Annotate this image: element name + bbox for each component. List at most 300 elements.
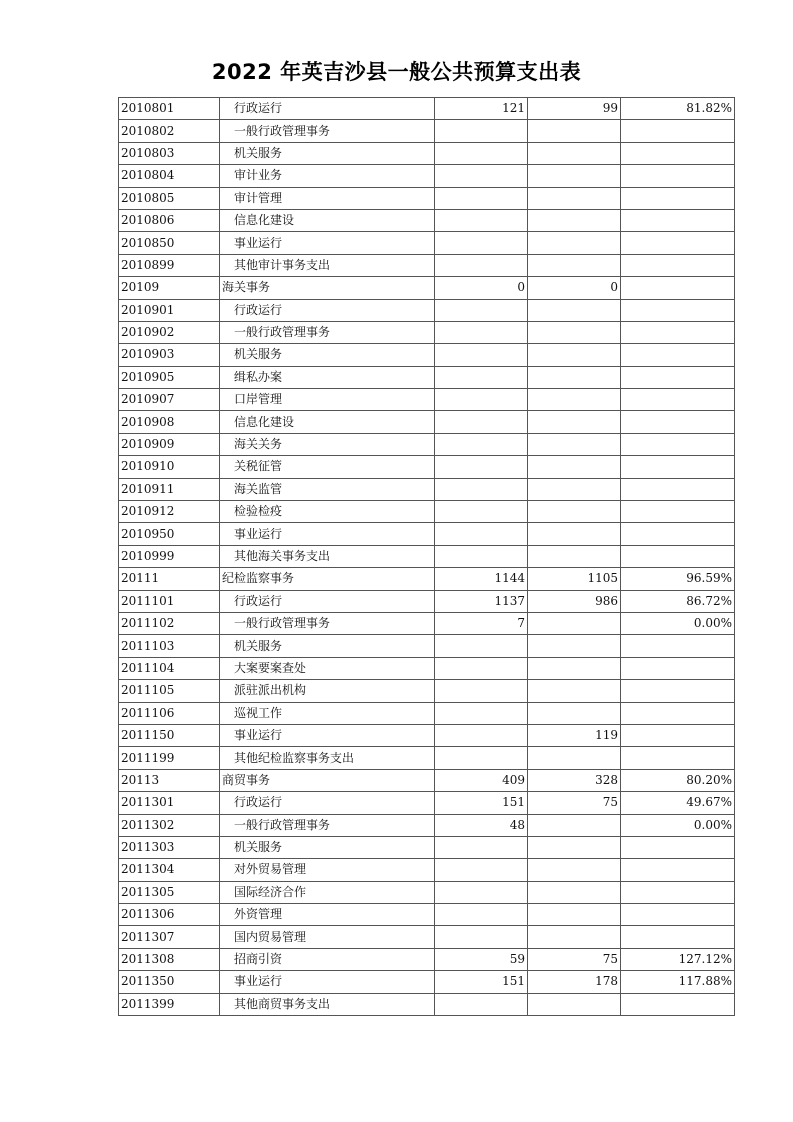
cell-name — [220, 747, 435, 769]
cell-code — [119, 501, 220, 523]
cell-budget-text: 151 — [502, 795, 525, 810]
cell-name-text: 信息化建设 — [234, 213, 295, 228]
cell-actual — [528, 724, 621, 746]
cell-name — [220, 993, 435, 1015]
cell-actual — [528, 836, 621, 858]
cell-code — [119, 321, 220, 343]
cell-name-text: 行政运行 — [234, 302, 283, 317]
cell-budget-text: 0 — [517, 280, 525, 295]
cell-budget-text: 1137 — [494, 593, 525, 608]
cell-name — [220, 456, 435, 478]
cell-name — [220, 299, 435, 321]
table-row — [119, 680, 735, 702]
cell-actual — [528, 366, 621, 388]
cell-name-text: 商贸事务 — [222, 772, 271, 787]
cell-name — [220, 724, 435, 746]
table-row — [119, 836, 735, 858]
cell-actual — [528, 904, 621, 926]
cell-name-text: 巡视工作 — [234, 705, 283, 720]
cell-code-text: 2011150 — [121, 728, 175, 743]
cell-name — [220, 814, 435, 836]
table-row — [119, 232, 735, 254]
cell-actual — [528, 456, 621, 478]
cell-percent — [621, 859, 735, 881]
cell-code-text: 2010806 — [121, 213, 175, 228]
table-row — [119, 165, 735, 187]
cell-code — [119, 523, 220, 545]
cell-name-text: 机关服务 — [234, 347, 283, 362]
cell-percent — [621, 433, 735, 455]
cell-name — [220, 545, 435, 567]
cell-name — [220, 657, 435, 679]
cell-actual — [528, 792, 621, 814]
cell-name-text: 审计业务 — [234, 168, 283, 183]
table-row — [119, 545, 735, 567]
cell-budget — [435, 501, 528, 523]
cell-budget — [435, 187, 528, 209]
cell-code — [119, 209, 220, 231]
cell-name-text: 海关事务 — [222, 280, 271, 295]
cell-code-text: 2011301 — [121, 795, 175, 810]
cell-name — [220, 98, 435, 120]
cell-code-text: 2010805 — [121, 190, 175, 205]
cell-actual — [528, 232, 621, 254]
cell-name — [220, 366, 435, 388]
cell-name — [220, 971, 435, 993]
cell-code — [119, 680, 220, 702]
cell-code — [119, 792, 220, 814]
cell-budget-text: 1144 — [494, 571, 525, 586]
cell-percent — [621, 165, 735, 187]
table-row — [119, 881, 735, 903]
table-row — [119, 702, 735, 724]
cell-name-text: 一般行政管理事务 — [234, 123, 331, 138]
table-row — [119, 904, 735, 926]
cell-actual — [528, 389, 621, 411]
cell-code-text: 2010908 — [121, 414, 175, 429]
cell-name — [220, 187, 435, 209]
cell-actual — [528, 814, 621, 836]
cell-budget — [435, 971, 528, 993]
cell-percent — [621, 747, 735, 769]
cell-code — [119, 881, 220, 903]
cell-code-text: 2010902 — [121, 325, 175, 340]
cell-name-text: 事业运行 — [234, 235, 283, 250]
cell-code — [119, 635, 220, 657]
cell-name-text: 海关关务 — [234, 437, 283, 452]
cell-code-text: 20113 — [121, 772, 160, 787]
cell-code — [119, 904, 220, 926]
cell-code-text: 2010901 — [121, 302, 175, 317]
cell-code-text: 2010907 — [121, 392, 175, 407]
cell-code — [119, 187, 220, 209]
cell-actual — [528, 411, 621, 433]
table-row — [119, 98, 735, 120]
cell-percent — [621, 277, 735, 299]
table-row — [119, 209, 735, 231]
cell-budget-text: 121 — [502, 101, 525, 116]
cell-percent-text: 0.00% — [693, 817, 732, 832]
cell-name — [220, 344, 435, 366]
table-row — [119, 321, 735, 343]
cell-actual — [528, 881, 621, 903]
cell-budget — [435, 747, 528, 769]
cell-name — [220, 881, 435, 903]
cell-budget — [435, 411, 528, 433]
cell-code — [119, 993, 220, 1015]
cell-name — [220, 612, 435, 634]
cell-budget — [435, 948, 528, 970]
cell-percent — [621, 836, 735, 858]
cell-percent — [621, 299, 735, 321]
table-row — [119, 366, 735, 388]
cell-name-text: 外资管理 — [234, 907, 283, 922]
cell-code — [119, 545, 220, 567]
cell-percent-text: 86.72% — [686, 593, 732, 608]
cell-name — [220, 321, 435, 343]
table-row — [119, 971, 735, 993]
cell-percent — [621, 187, 735, 209]
cell-actual — [528, 590, 621, 612]
cell-code — [119, 769, 220, 791]
cell-name — [220, 254, 435, 276]
cell-name-text: 行政运行 — [234, 795, 283, 810]
cell-code — [119, 478, 220, 500]
cell-percent — [621, 545, 735, 567]
cell-percent — [621, 926, 735, 948]
cell-budget — [435, 926, 528, 948]
table-row — [119, 120, 735, 142]
cell-actual — [528, 209, 621, 231]
cell-percent-text: 80.20% — [686, 772, 732, 787]
cell-name — [220, 904, 435, 926]
cell-name — [220, 277, 435, 299]
cell-budget — [435, 389, 528, 411]
cell-percent — [621, 411, 735, 433]
cell-actual — [528, 926, 621, 948]
cell-budget — [435, 523, 528, 545]
cell-code-text: 2011307 — [121, 929, 175, 944]
table-row — [119, 747, 735, 769]
cell-code — [119, 411, 220, 433]
cell-percent — [621, 590, 735, 612]
cell-actual — [528, 747, 621, 769]
cell-name-text: 其他商贸事务支出 — [234, 996, 331, 1011]
cell-code-text: 2010802 — [121, 123, 175, 138]
cell-percent — [621, 971, 735, 993]
cell-budget — [435, 478, 528, 500]
cell-percent — [621, 456, 735, 478]
cell-percent — [621, 657, 735, 679]
cell-budget — [435, 769, 528, 791]
cell-code — [119, 836, 220, 858]
cell-actual-text: 1105 — [587, 571, 618, 586]
cell-actual — [528, 635, 621, 657]
cell-actual — [528, 433, 621, 455]
cell-budget — [435, 590, 528, 612]
cell-percent — [621, 993, 735, 1015]
cell-code — [119, 389, 220, 411]
cell-name-text: 机关服务 — [234, 840, 283, 855]
cell-name — [220, 523, 435, 545]
cell-percent — [621, 98, 735, 120]
table-row — [119, 254, 735, 276]
table-row — [119, 344, 735, 366]
cell-code — [119, 747, 220, 769]
table-row — [119, 299, 735, 321]
cell-budget — [435, 635, 528, 657]
cell-actual — [528, 165, 621, 187]
cell-code — [119, 926, 220, 948]
cell-name-text: 行政运行 — [234, 593, 283, 608]
cell-code-text: 2011103 — [121, 638, 175, 653]
cell-actual — [528, 612, 621, 634]
cell-budget — [435, 545, 528, 567]
cell-actual — [528, 120, 621, 142]
cell-name — [220, 411, 435, 433]
cell-actual — [528, 769, 621, 791]
cell-name — [220, 232, 435, 254]
cell-name-text: 事业运行 — [234, 974, 283, 989]
cell-actual-text: 986 — [595, 593, 618, 608]
cell-name-text: 信息化建设 — [234, 414, 295, 429]
cell-actual-text: 99 — [602, 101, 618, 116]
cell-budget — [435, 792, 528, 814]
table-row — [119, 523, 735, 545]
table-row — [119, 411, 735, 433]
cell-actual — [528, 523, 621, 545]
cell-percent — [621, 612, 735, 634]
cell-percent — [621, 948, 735, 970]
cell-name-text: 一般行政管理事务 — [234, 817, 331, 832]
cell-name — [220, 120, 435, 142]
cell-code — [119, 142, 220, 164]
cell-name — [220, 635, 435, 657]
cell-code — [119, 366, 220, 388]
table-row — [119, 724, 735, 746]
cell-name — [220, 142, 435, 164]
cell-budget — [435, 321, 528, 343]
cell-actual — [528, 299, 621, 321]
cell-code — [119, 232, 220, 254]
cell-name — [220, 680, 435, 702]
cell-budget-text: 151 — [502, 974, 525, 989]
cell-actual-text: 0 — [610, 280, 618, 295]
cell-code-text: 2010804 — [121, 168, 175, 183]
cell-name-text: 国际经济合作 — [234, 884, 307, 899]
table-row — [119, 635, 735, 657]
cell-budget — [435, 209, 528, 231]
table-row — [119, 389, 735, 411]
cell-code-text: 2010912 — [121, 504, 175, 519]
cell-percent — [621, 814, 735, 836]
cell-name-text: 机关服务 — [234, 145, 283, 160]
cell-name-text: 口岸管理 — [234, 392, 283, 407]
cell-percent — [621, 232, 735, 254]
table-row — [119, 948, 735, 970]
cell-name-text: 行政运行 — [234, 101, 283, 116]
cell-code-text: 2010911 — [121, 481, 175, 496]
cell-budget — [435, 881, 528, 903]
cell-name — [220, 948, 435, 970]
cell-budget — [435, 456, 528, 478]
cell-budget — [435, 165, 528, 187]
cell-code — [119, 590, 220, 612]
cell-percent — [621, 321, 735, 343]
cell-percent — [621, 724, 735, 746]
cell-code — [119, 433, 220, 455]
cell-percent — [621, 389, 735, 411]
cell-code — [119, 814, 220, 836]
table-row — [119, 590, 735, 612]
cell-budget — [435, 120, 528, 142]
table-row — [119, 792, 735, 814]
cell-code-text: 2010999 — [121, 549, 175, 563]
cell-actual — [528, 993, 621, 1015]
cell-name-text: 事业运行 — [234, 728, 283, 743]
cell-percent — [621, 881, 735, 903]
cell-code — [119, 859, 220, 881]
cell-code-text: 2011302 — [121, 817, 175, 832]
cell-name — [220, 769, 435, 791]
cell-percent-text: 117.88% — [678, 974, 732, 989]
cell-budget — [435, 142, 528, 164]
table-row — [119, 568, 735, 590]
cell-budget — [435, 612, 528, 634]
cell-budget-text: 409 — [502, 772, 525, 787]
cell-code-text: 2011106 — [121, 705, 175, 720]
cell-budget — [435, 366, 528, 388]
cell-name-text: 其他海关事务支出 — [234, 549, 331, 563]
cell-percent — [621, 344, 735, 366]
cell-name — [220, 836, 435, 858]
cell-percent — [621, 120, 735, 142]
cell-budget — [435, 993, 528, 1015]
cell-percent — [621, 209, 735, 231]
cell-actual-text: 119 — [595, 728, 618, 743]
cell-name — [220, 859, 435, 881]
cell-percent — [621, 501, 735, 523]
cell-budget — [435, 433, 528, 455]
cell-name-text: 缉私办案 — [234, 369, 283, 384]
table-row — [119, 501, 735, 523]
cell-budget — [435, 680, 528, 702]
cell-percent — [621, 568, 735, 590]
cell-budget — [435, 702, 528, 724]
cell-budget — [435, 859, 528, 881]
cell-percent-text: 81.82% — [686, 101, 732, 116]
cell-code — [119, 568, 220, 590]
cell-name — [220, 926, 435, 948]
cell-budget — [435, 724, 528, 746]
cell-name — [220, 389, 435, 411]
cell-actual-text: 75 — [602, 795, 618, 810]
cell-actual — [528, 98, 621, 120]
cell-code-text: 2011101 — [121, 593, 175, 608]
cell-name — [220, 568, 435, 590]
cell-code — [119, 277, 220, 299]
cell-code — [119, 344, 220, 366]
cell-percent — [621, 635, 735, 657]
cell-percent-text: 96.59% — [686, 571, 732, 586]
cell-percent-text: 49.67% — [686, 795, 732, 810]
cell-name-text: 大案要案查处 — [234, 660, 307, 675]
cell-actual — [528, 321, 621, 343]
cell-code-text: 2010903 — [121, 347, 175, 362]
cell-code-text: 2010950 — [121, 526, 175, 541]
cell-name-text: 对外贸易管理 — [234, 862, 307, 877]
cell-actual — [528, 501, 621, 523]
cell-budget — [435, 344, 528, 366]
cell-actual-text: 178 — [595, 974, 618, 989]
cell-code-text: 20109 — [121, 280, 160, 295]
cell-name-text: 派驻派出机构 — [234, 683, 307, 698]
cell-code-text: 20111 — [121, 571, 160, 586]
cell-name-text: 纪检监察事务 — [222, 571, 295, 586]
cell-percent — [621, 792, 735, 814]
cell-actual — [528, 142, 621, 164]
cell-code-text: 2011104 — [121, 660, 175, 675]
cell-code-text: 2010801 — [121, 101, 175, 116]
cell-actual — [528, 680, 621, 702]
cell-budget — [435, 657, 528, 679]
cell-code-text: 2011105 — [121, 683, 175, 698]
cell-name-text: 审计管理 — [234, 190, 283, 205]
cell-code — [119, 165, 220, 187]
cell-actual — [528, 277, 621, 299]
table-row — [119, 657, 735, 679]
table-row — [119, 142, 735, 164]
cell-name — [220, 590, 435, 612]
cell-percent — [621, 366, 735, 388]
cell-name-text: 一般行政管理事务 — [234, 616, 331, 631]
cell-budget — [435, 254, 528, 276]
cell-code-text: 2011350 — [121, 974, 175, 989]
cell-budget — [435, 277, 528, 299]
budget-table-body — [119, 98, 735, 1016]
cell-name-text: 检验检疫 — [234, 504, 283, 519]
cell-actual — [528, 859, 621, 881]
cell-actual — [528, 545, 621, 567]
cell-budget-text: 48 — [509, 817, 525, 832]
cell-actual-text: 328 — [595, 772, 618, 787]
cell-actual — [528, 657, 621, 679]
cell-code-text: 2011199 — [121, 750, 175, 765]
cell-actual — [528, 702, 621, 724]
cell-code — [119, 98, 220, 120]
page-title: 2022 年英吉沙县一般公共预算支出表 — [211, 60, 582, 84]
cell-budget — [435, 98, 528, 120]
table-row — [119, 859, 735, 881]
cell-budget — [435, 814, 528, 836]
cell-name — [220, 501, 435, 523]
cell-code-text: 2011399 — [121, 996, 175, 1011]
cell-code — [119, 971, 220, 993]
cell-name — [220, 702, 435, 724]
cell-actual — [528, 568, 621, 590]
cell-name-text: 招商引资 — [234, 952, 283, 967]
cell-percent — [621, 769, 735, 791]
cell-code — [119, 702, 220, 724]
cell-percent — [621, 680, 735, 702]
cell-code-text: 2010910 — [121, 459, 175, 474]
cell-name — [220, 433, 435, 455]
cell-budget — [435, 299, 528, 321]
cell-actual-text: 75 — [602, 952, 618, 967]
table-row — [119, 433, 735, 455]
cell-budget — [435, 904, 528, 926]
cell-percent — [621, 142, 735, 164]
